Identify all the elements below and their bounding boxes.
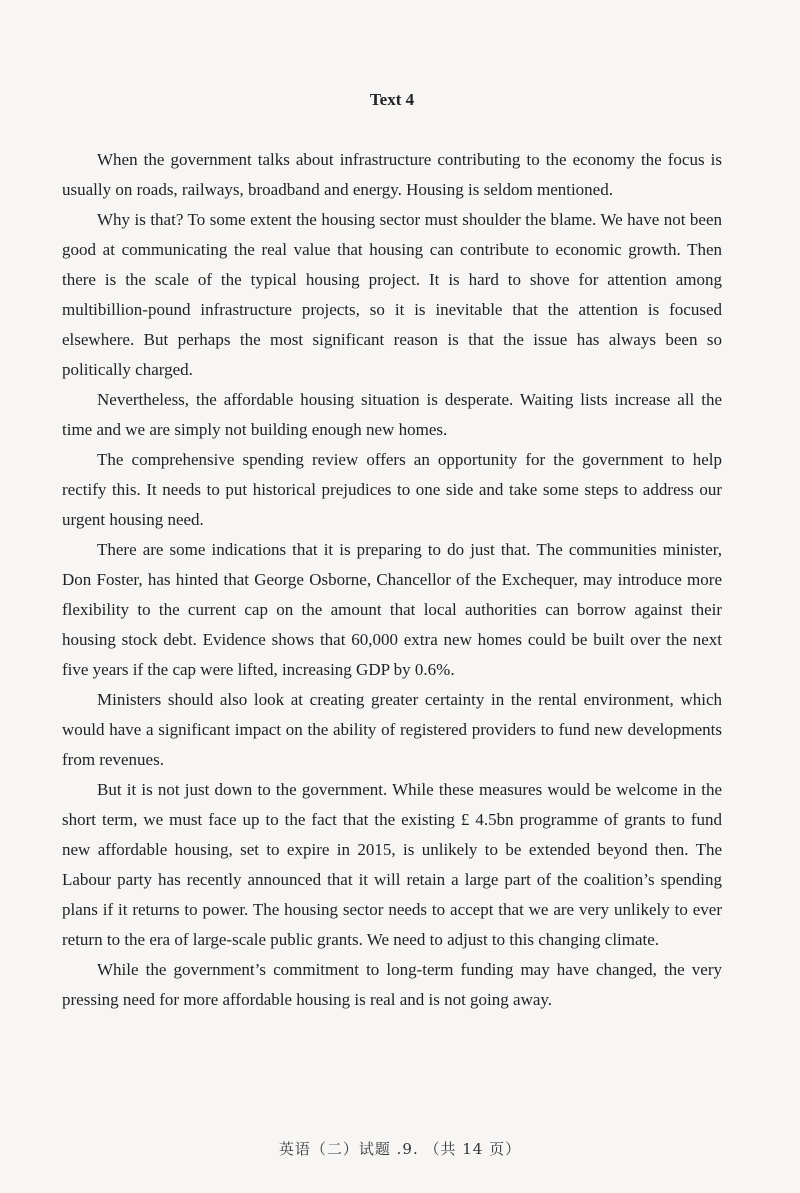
paragraph-2: Why is that? To some extent the housing sector must shoulder the blame. We have not been good at communicating the real value that housing can contribute to economic growth. Then there is the scale of the typical housing project. It is hard to shove for attention among multibillion-pound infrastructure projects, so it is inevitable that the attention is focused elsewhere. But perhaps the most significant reason is that the issue has always been so politically charged. — [62, 210, 722, 379]
paragraph-7: But it is not just down to the government. While these measures would be welcome in the short term, we must face up to the fact that the existing £ 4.5bn programme of grants to fund new affordable housing, set to expire in 2015, is unlikely to be extended beyond then. The Labour party has recently announced that it will retain a large part of the coalition’s spending plans if it returns to power. The housing sector needs to accept that we are very unlikely to ever return to the era of large-scale public grants. We need to adjust to this changing climate. — [62, 780, 722, 949]
document-page — [62, 0, 722, 1193]
page-footer: 英语（二）试题 .9. （共 14 页） — [278, 1140, 522, 1158]
paragraph-5: There are some indications that it is preparing to do just that. The communities minister, Don Foster, has hinted that George Osborne, Chancellor of the Exchequer, may introduce more flexibility to the current cap on the amount that local authorities can borrow against their housing stock debt. Evidence shows that 60,000 extra new homes could be built over the next five years if the cap were lifted, increasing GDP by 0.6%. — [62, 540, 722, 679]
paragraph-8: While the government’s commitment to long-term funding may have changed, the very pressing need for more affordable housing is real and is not going away. — [62, 960, 722, 1009]
paragraph-1: When the government talks about infrastructure contributing to the economy the focus is usually on roads, railways, broadband and energy. Housing is seldom mentioned. — [62, 150, 722, 199]
paragraph-6: Ministers should also look at creating greater certainty in the rental environment, which would have a significant impact on the ability of registered providers to fund new developments from revenues. — [62, 690, 722, 769]
paragraph-4: The comprehensive spending review offers an opportunity for the government to help rectify this. It needs to put historical prejudices to one side and take some steps to address our urgent housing need. — [62, 450, 722, 529]
page-title: Text 4 — [369, 90, 415, 109]
paragraph-3: Nevertheless, the affordable housing situation is desperate. Waiting lists increase all the time and we are simply not building enough new homes. — [62, 390, 722, 439]
article-body — [62, 145, 722, 1015]
